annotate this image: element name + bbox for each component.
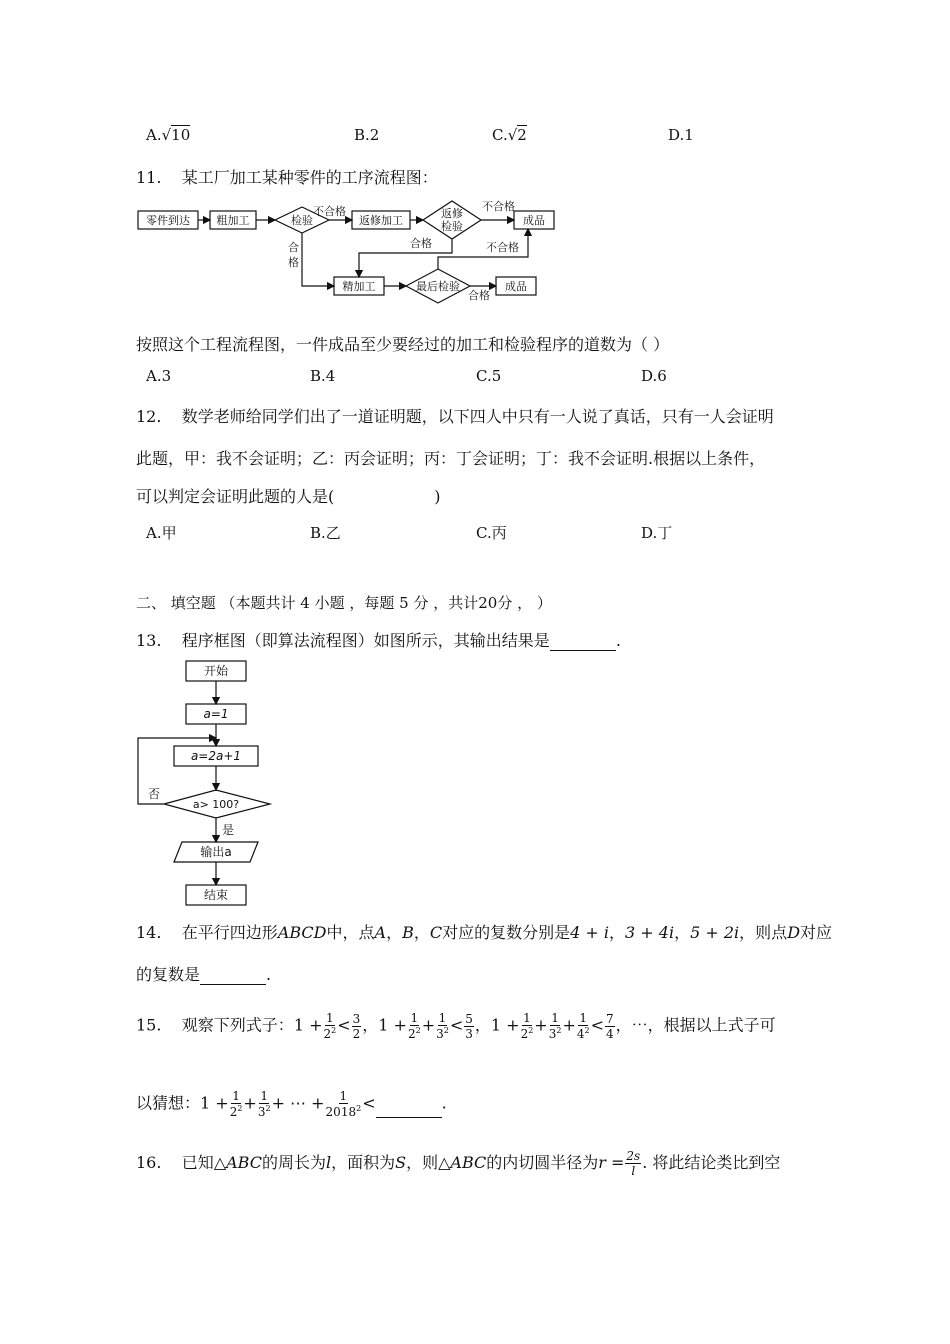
flow-stop-label: 结束 [203,888,229,902]
q13-stem: 13. 程序框图（即算法流程图）如图所示，其输出结果是 . [136,631,621,650]
label-final-inspect: 最后检验 [416,280,460,293]
flow-update-label: a=2a+1 [190,749,242,763]
q11-option-a: A.3 [146,367,172,385]
label-rework-inspect-1: 返修 [441,207,463,220]
q10-option-b: B.2 [354,126,380,144]
q11-option-d: D.6 [641,367,667,385]
flow-output-label: 输出a [200,845,232,859]
q10-option-c: C.√2 [492,126,527,144]
q12-option-a: A.甲 [146,524,177,542]
q11-option-c: C.5 [476,367,502,385]
label-product2: 成品 [505,280,527,293]
answer-blank [550,636,616,651]
label-pass1: 合 [288,241,299,254]
q15-line1: 15. 观察下列式子：1 + $\frac{1}{2^2}$ < $\frac{3}{2}$ ，1 + $\frac{1}{2^2}$ + $\frac{1}{3^2}$ < $\frac{5}{3}$ ，1 + $\frac{1}{2^2}$ + $\frac{1}{3^2}$ + $\frac{1}{4^2}$ < $\frac{7}{4}$ ，⋯，根据以上式子可 [136,1011,776,1041]
q10-option-d: D.1 [668,126,694,144]
label-fail3: 不合格 [486,241,519,254]
label-pass2: 合格 [410,237,432,250]
label-finish: 精加工 [342,280,376,293]
flow-start-label: 开始 [203,664,229,678]
sqrt-symbol: √ [161,126,172,144]
q15-line2: 以猜想：1 + $\frac{1}{2^2}$ + $\frac{1}{3^2}$ + ⋯ + $\frac{1}{2018^2}$ < . [136,1089,447,1119]
label-rework-inspect-2: 检验 [441,220,463,233]
q14-line2: 的复数是 . [136,965,272,984]
label-fail1: 不合格 [313,205,346,218]
flow-init-label: a=1 [203,707,229,721]
label-pass1b: 格 [288,256,299,269]
q11-question: 按照这个工程流程图，一件成品至少要经过的加工和检验程序的道数为（ ） [136,335,670,354]
q14-line1: 14. 在平行四边形ABCD中，点A，B，C对应的复数分别是4 + i，3 + 4i，5 + 2i，则点D对应 [136,923,833,942]
q11-stem: 11. 某工厂加工某种零件的工序流程图： [136,168,438,187]
flow-cond-label: a> 100? [192,798,240,811]
q12-option-d: D.丁 [641,524,673,542]
q11-option-b: B.4 [310,367,336,385]
label-fail2: 不合格 [482,200,515,213]
q16-line1: 16. 已知△ABC的周长为l，面积为S，则△ABC的内切圆半径为r = $\frac{2s}{l}$ . 将此结论类比到空 [136,1149,781,1178]
flow-yes-label: 是 [222,823,235,837]
q12-line3: 可以判定会证明此题的人是( ) [136,487,441,506]
label-pass3: 合格 [468,289,490,302]
algorithm-flowchart [128,658,288,910]
label-rework: 返修加工 [359,214,403,227]
process-flowchart [130,195,560,305]
answer-blank [200,970,266,985]
q12-option-c: C.丙 [476,524,507,542]
label-rough: 粗加工 [216,214,250,227]
q12-option-b: B.乙 [310,524,341,542]
label-arrive: 零件到达 [146,214,190,227]
label-product1: 成品 [523,214,545,227]
q12-line2: 此题，甲：我不会证明；乙：丙会证明；丙：丁会证明；丁：我不会证明.根据以上条件， [136,449,766,468]
q10-option-a: A.√10 [146,126,191,144]
label-inspect: 检验 [291,214,313,227]
q12-line1: 12. 数学老师给同学们出了一道证明题，以下四人中只有一人说了真话，只有一人会证明 [136,407,774,426]
flow-no-label: 否 [148,787,161,801]
section2-title: 二、 填空题 （本题共计 4 小题 ，每题 5 分 ，共计20分 ， ） [136,594,552,612]
answer-blank [376,1103,442,1118]
